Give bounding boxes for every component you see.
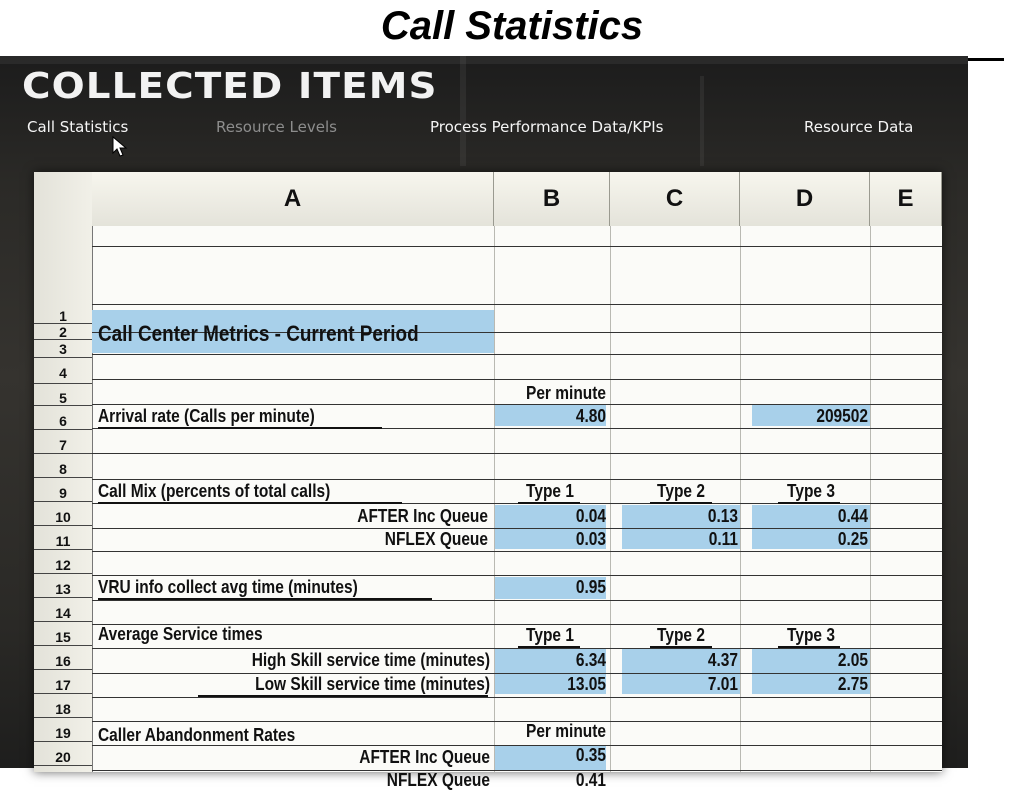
row-number[interactable]: 4 bbox=[34, 358, 92, 384]
underline bbox=[98, 598, 432, 600]
row-number[interactable]: 19 bbox=[34, 718, 92, 742]
cell-d14[interactable]: Type 3 bbox=[787, 625, 835, 645]
row-number[interactable]: 14 bbox=[34, 598, 92, 622]
nav-call-statistics[interactable]: Call Statistics bbox=[27, 118, 129, 136]
cell-b9[interactable]: 0.04 bbox=[575, 506, 606, 526]
underline bbox=[198, 695, 488, 697]
row-number[interactable]: 8 bbox=[34, 454, 92, 478]
underline bbox=[98, 502, 402, 504]
cell-a20[interactable]: NFLEX Queue bbox=[386, 770, 490, 790]
grid-line bbox=[92, 379, 942, 380]
cell-d8[interactable]: Type 3 bbox=[787, 481, 835, 501]
collected-items-panel bbox=[0, 56, 968, 790]
row-number[interactable]: 15 bbox=[34, 622, 92, 646]
grid-line bbox=[92, 453, 942, 454]
cell-d9[interactable]: 0.44 bbox=[837, 506, 868, 526]
mouse-cursor-icon bbox=[112, 136, 128, 158]
grid-line bbox=[92, 600, 942, 601]
title-rule bbox=[966, 58, 1004, 61]
grid-line bbox=[92, 304, 942, 305]
cell-b15[interactable]: 6.34 bbox=[575, 650, 606, 670]
cell-b5[interactable]: 4.80 bbox=[575, 406, 606, 426]
column-header-e[interactable]: E bbox=[870, 172, 942, 226]
cell-b4[interactable]: Per minute bbox=[525, 383, 606, 403]
row-number[interactable]: 3 bbox=[34, 340, 92, 358]
cell-c14[interactable]: Type 2 bbox=[657, 625, 705, 645]
cell-c10[interactable]: 0.11 bbox=[708, 529, 738, 549]
cell-a5[interactable]: Arrival rate (Calls per minute) bbox=[98, 406, 315, 426]
cell-c16[interactable]: 7.01 bbox=[707, 674, 738, 694]
cell-a16[interactable]: Low Skill service time (minutes) bbox=[255, 674, 490, 694]
row-number[interactable]: 5 bbox=[34, 384, 92, 406]
grid-line bbox=[92, 575, 942, 576]
cell-a18[interactable]: Caller Abandonment Rates bbox=[98, 725, 296, 745]
grid-line bbox=[92, 551, 942, 552]
ceiling-beam bbox=[0, 56, 968, 64]
row-number[interactable]: 11 bbox=[34, 526, 92, 550]
row-number[interactable]: 16 bbox=[34, 646, 92, 670]
ceiling-strut bbox=[460, 56, 466, 166]
row-number[interactable]: 20 bbox=[34, 742, 92, 766]
row-number[interactable]: 18 bbox=[34, 694, 92, 718]
cell-a9[interactable]: AFTER Inc Queue bbox=[357, 506, 488, 526]
cell-b16[interactable]: 13.05 bbox=[567, 674, 606, 694]
cell-b18[interactable]: Per minute bbox=[525, 721, 606, 741]
cell-c8[interactable]: Type 2 bbox=[657, 481, 705, 501]
row-number[interactable]: 10 bbox=[34, 502, 92, 526]
grid-line bbox=[494, 226, 495, 772]
cell-a19[interactable]: AFTER Inc Queue bbox=[359, 747, 490, 767]
cell-d15[interactable]: 2.05 bbox=[837, 650, 868, 670]
cell-b20[interactable]: 0.41 bbox=[575, 770, 606, 790]
cell-b12[interactable]: 0.95 bbox=[575, 577, 606, 597]
grid-line bbox=[92, 479, 942, 480]
slide-title: Call Statistics bbox=[380, 4, 644, 48]
grid-line bbox=[740, 226, 741, 772]
underline bbox=[650, 502, 712, 504]
cell-a15[interactable]: High Skill service time (minutes) bbox=[251, 650, 490, 670]
grid-line bbox=[92, 246, 942, 247]
cell-b8[interactable]: Type 1 bbox=[526, 481, 574, 501]
cell-b14[interactable]: Type 1 bbox=[526, 625, 574, 645]
cell-a14[interactable]: Average Service times bbox=[98, 624, 263, 644]
grid-line bbox=[92, 648, 942, 649]
underline bbox=[98, 427, 382, 429]
collected-items-heading: COLLECTED ITEMS bbox=[22, 66, 438, 107]
row-number[interactable]: 13 bbox=[34, 574, 92, 598]
column-header-a[interactable]: A bbox=[92, 172, 494, 226]
grid-line bbox=[870, 226, 871, 772]
cell-a8[interactable]: Call Mix (percents of total calls) bbox=[98, 481, 331, 501]
underline bbox=[518, 646, 580, 648]
grid-line bbox=[92, 354, 942, 355]
underline bbox=[778, 646, 840, 648]
cell-c9[interactable]: 0.13 bbox=[707, 506, 738, 526]
row-number[interactable]: 7 bbox=[34, 430, 92, 454]
nav-resource-data[interactable]: Resource Data bbox=[804, 118, 914, 136]
cell-d16[interactable]: 2.75 bbox=[837, 674, 868, 694]
cell-d5[interactable]: 209502 bbox=[816, 406, 868, 426]
row-number[interactable]: 9 bbox=[34, 478, 92, 502]
cell-c15[interactable]: 4.37 bbox=[707, 650, 738, 670]
ceiling-strut bbox=[700, 76, 704, 166]
row-number[interactable]: 2 bbox=[34, 324, 92, 340]
cell-b10[interactable]: 0.03 bbox=[575, 529, 606, 549]
cell-b19[interactable]: 0.35 bbox=[575, 745, 606, 765]
grid-line bbox=[610, 226, 611, 772]
nav-resource-levels[interactable]: Resource Levels bbox=[216, 118, 337, 136]
column-header-c[interactable]: C bbox=[610, 172, 740, 226]
row-number[interactable]: 1 bbox=[34, 308, 92, 324]
cell-a12[interactable]: VRU info collect avg time (minutes) bbox=[98, 577, 358, 597]
cell-d10[interactable]: 0.25 bbox=[837, 529, 868, 549]
nav-process-performance[interactable]: Process Performance Data/KPIs bbox=[430, 118, 664, 136]
cell-a10[interactable]: NFLEX Queue bbox=[384, 529, 488, 549]
grid-line bbox=[92, 697, 942, 698]
underline bbox=[518, 502, 580, 504]
row-number[interactable]: 17 bbox=[34, 670, 92, 694]
column-header-b[interactable]: B bbox=[494, 172, 610, 226]
spreadsheet bbox=[34, 172, 942, 790]
column-header-d[interactable]: D bbox=[740, 172, 870, 226]
row-number[interactable]: 12 bbox=[34, 550, 92, 574]
grid-line bbox=[92, 404, 942, 405]
row-number[interactable]: 6 bbox=[34, 406, 92, 430]
underline bbox=[778, 502, 840, 504]
cell-title[interactable]: Call Center Metrics - Current Period bbox=[98, 321, 419, 346]
underline bbox=[650, 646, 712, 648]
